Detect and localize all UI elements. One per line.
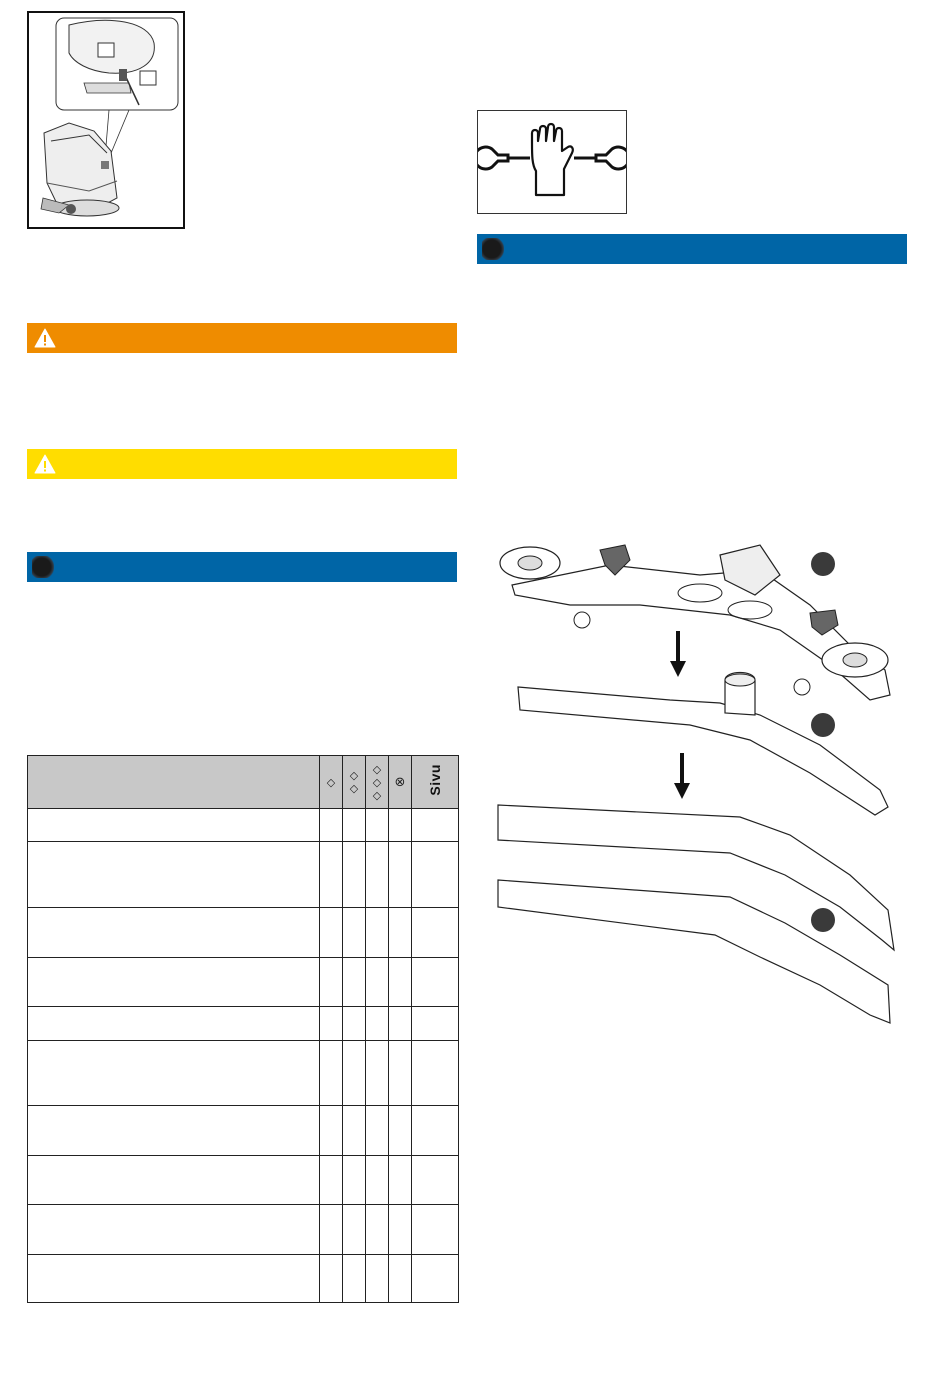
header-interval-4: ⊗ [389, 756, 412, 809]
info-blot-icon [482, 238, 504, 260]
table-row [28, 842, 459, 908]
table-header-row [28, 756, 459, 809]
ppe-icon-box [477, 110, 627, 214]
table-row [28, 809, 459, 842]
squeegee-illustration [490, 535, 910, 1025]
machine-illustration [29, 13, 183, 227]
note-bar-right [477, 234, 907, 264]
maintenance-table [27, 755, 459, 1303]
maintenance-table-wrap [27, 755, 459, 1303]
table-row [28, 1255, 459, 1303]
page-label: Sivu [427, 763, 443, 796]
header-task [28, 756, 320, 809]
warning-triangle-icon [33, 326, 57, 350]
table-row [28, 1007, 459, 1041]
info-blot-icon [32, 556, 54, 578]
table-row [28, 1106, 459, 1156]
header-interval-2: ◇ ◇ [343, 756, 366, 809]
table-row [28, 1041, 459, 1106]
table-row [28, 958, 459, 1007]
header-interval-3: ◇ ◇ ◇ [366, 756, 389, 809]
table-row [28, 1205, 459, 1255]
caution-triangle-icon [33, 452, 57, 476]
callout-3 [811, 908, 835, 932]
caution-bar [27, 449, 457, 479]
squeegee-exploded-figure [490, 535, 910, 1025]
table-row [28, 1156, 459, 1205]
machine-detail-figure [27, 11, 185, 229]
note-bar-left [27, 552, 457, 582]
callout-1 [811, 552, 835, 576]
callout-2 [811, 713, 835, 737]
header-page [412, 756, 459, 809]
table-row [28, 908, 459, 958]
wrench-glove-wrench-icon [478, 111, 626, 213]
warning-bar [27, 323, 457, 353]
header-interval-1: ◇ [320, 756, 343, 809]
